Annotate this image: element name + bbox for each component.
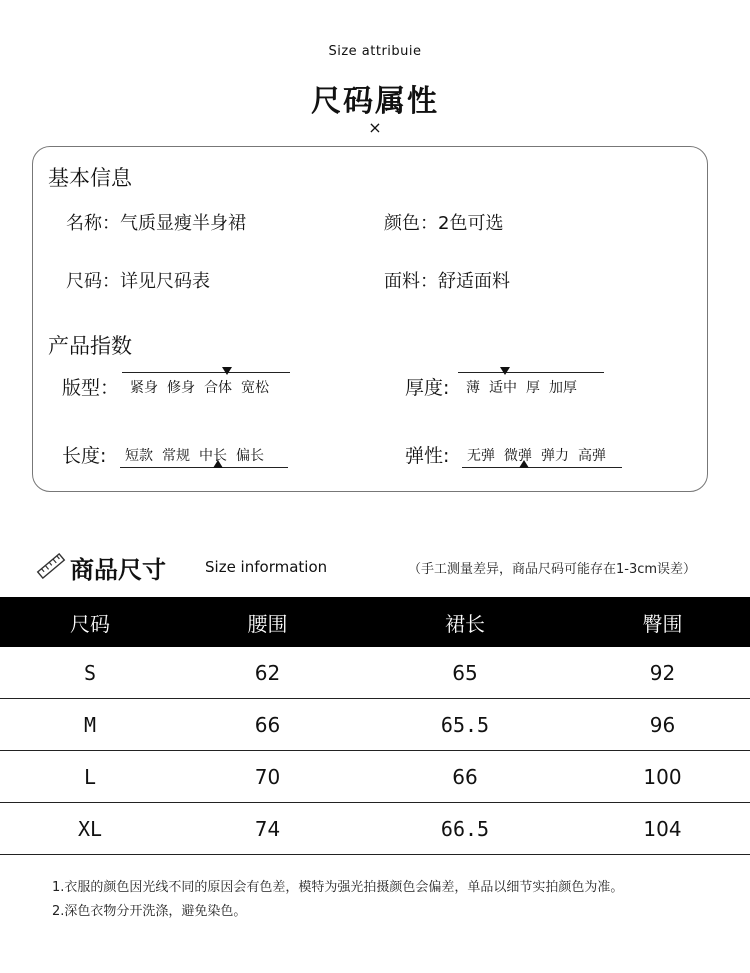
scale-line — [458, 372, 604, 373]
scale-indicator-icon — [213, 460, 223, 468]
table-row — [0, 751, 750, 803]
table-cell: 66 — [452, 764, 478, 789]
product-index-title: 产品指数 — [48, 334, 132, 358]
ruler-icon — [36, 553, 66, 583]
scale-options: 短款 常规 中长 偏长 — [125, 448, 264, 464]
table-cell: 65.5 — [440, 712, 490, 737]
scale-indicator-icon — [500, 367, 510, 375]
scale-label: 弹性: — [405, 445, 450, 467]
table-header-cell: 裙长 — [445, 611, 485, 636]
size-section-subtitle: Size information — [205, 558, 328, 576]
table-cell: 74 — [254, 816, 281, 841]
size-section-note: （手工测量差异，商品尺码可能存在1-3cm误差） — [408, 562, 697, 577]
table-cell: 70 — [254, 764, 281, 789]
table-header-cell: 腰围 — [247, 611, 288, 636]
scale-label: 版型： — [62, 377, 120, 399]
scale-line — [120, 467, 288, 468]
table-cell: 65 — [452, 660, 478, 685]
table-cell: 104 — [643, 816, 682, 841]
table-header-cell: 臀围 — [642, 611, 683, 636]
size-table — [0, 597, 750, 855]
table-cell: 66.5 — [440, 816, 490, 841]
scale-options: 薄 适中 厚 加厚 — [466, 380, 577, 396]
product-color: 颜色：2色可选 — [384, 213, 504, 234]
scale-options: 无弹 微弹 弹力 高弹 — [467, 448, 606, 464]
table-cell: L — [83, 764, 97, 789]
table-cell: 92 — [649, 660, 676, 685]
footnote: 1.衣服的颜色因光线不同的原因会有色差，模特为强光拍摄颜色会偏差，单品以细节实拍颜色为准。 — [52, 880, 624, 895]
table-cell: S — [83, 660, 97, 685]
basic-info-title: 基本信息 — [48, 166, 132, 190]
table-header-row — [0, 597, 750, 647]
table-cell: 96 — [649, 712, 676, 737]
table-cell: XL — [77, 816, 103, 841]
product-name: 名称：气质显瘦半身裙 — [66, 213, 246, 234]
table-header-cell: 尺码 — [70, 611, 110, 636]
table-row — [0, 803, 750, 855]
product-fabric: 面料：舒适面料 — [384, 271, 510, 292]
footnote: 2.深色衣物分开洗涤，避免染色。 — [52, 904, 247, 919]
table-cell: 100 — [643, 764, 682, 789]
header-subtitle: Size attribuie — [328, 44, 422, 59]
table-cell: 66 — [254, 712, 281, 737]
scale-label: 长度: — [62, 445, 107, 467]
close-mark: × — [368, 118, 382, 137]
scale-indicator-icon — [519, 460, 529, 468]
info-card — [32, 146, 708, 492]
scale-indicator-icon — [222, 367, 232, 375]
size-section-title: 商品尺寸 — [70, 556, 166, 584]
page-title: 尺码属性 — [311, 84, 439, 119]
table-cell: 62 — [254, 660, 281, 685]
table-row — [0, 699, 750, 751]
scale-options: 紧身 修身 合体 宽松 — [130, 380, 269, 396]
scale-label: 厚度: — [405, 377, 450, 399]
scale-line — [122, 372, 290, 373]
table-cell: M — [83, 712, 97, 737]
table-row — [0, 647, 750, 699]
product-size: 尺码：详见尺码表 — [66, 271, 210, 292]
scale-line — [462, 467, 622, 468]
